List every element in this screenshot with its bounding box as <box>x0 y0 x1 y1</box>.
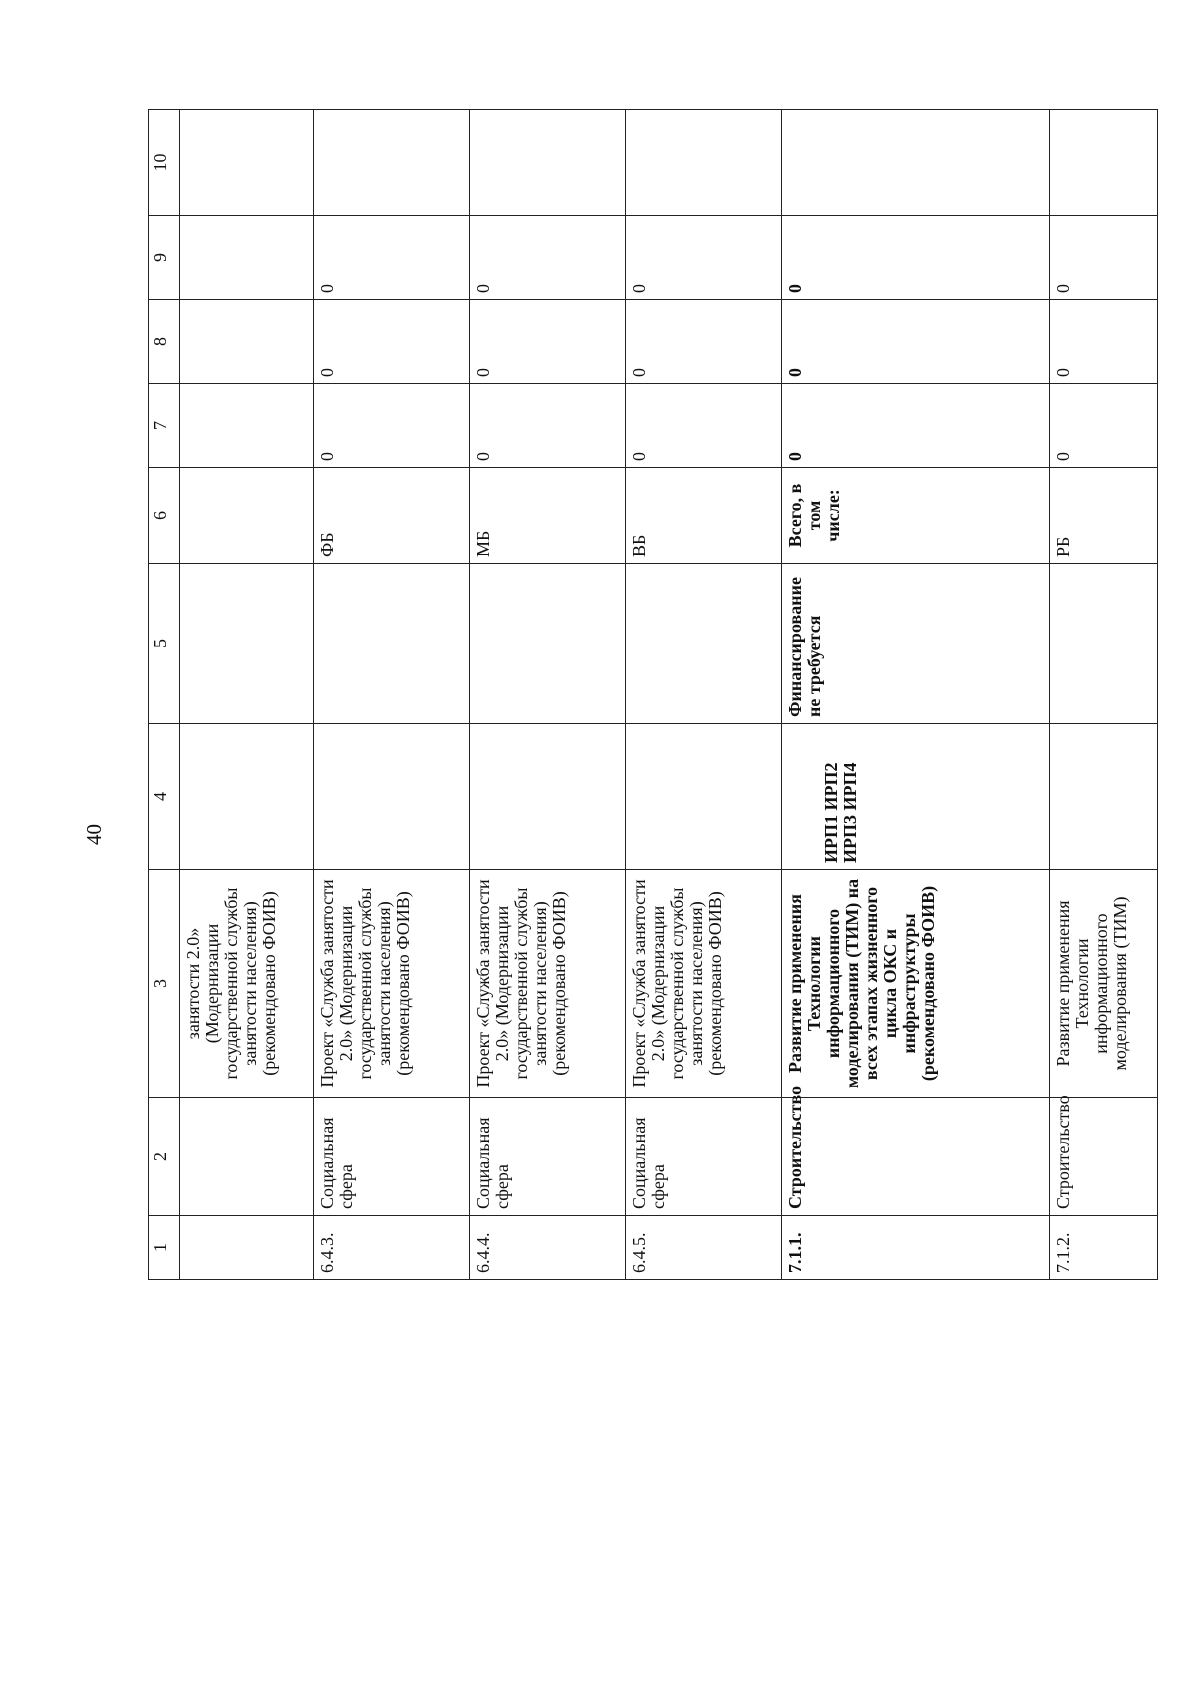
cell-budget: ВБ <box>625 468 781 564</box>
header-row <box>149 110 180 1280</box>
cell-col10 <box>470 110 626 216</box>
cell-sphere <box>180 1098 314 1216</box>
cell-sphere: Социальная сфера <box>314 1098 470 1216</box>
program-table <box>148 109 1158 1280</box>
cell-col8: 0 <box>470 300 626 384</box>
cell-col9 <box>180 216 314 300</box>
header-cell: 7 <box>149 384 180 468</box>
cell-number: 6.4.4. <box>470 1216 626 1280</box>
rotated-table-wrapper <box>148 110 1158 1280</box>
cell-budget: ФБ <box>314 468 470 564</box>
cell-col9: 0 <box>625 216 781 300</box>
cell-col9: 0 <box>1049 216 1157 300</box>
cell-col7: 0 <box>625 384 781 468</box>
cell-col10 <box>781 110 1049 216</box>
cell-indicators <box>180 724 314 870</box>
cell-col10 <box>180 110 314 216</box>
cell-col7: 0 <box>470 384 626 468</box>
page-number: 40 <box>82 824 106 845</box>
cell-col7 <box>180 384 314 468</box>
cell-number: 7.1.1. <box>781 1216 1049 1280</box>
cell-indicators <box>1049 724 1157 870</box>
header-cell: 10 <box>149 110 180 216</box>
table-row <box>781 110 1049 1280</box>
cell-indicators <box>625 724 781 870</box>
cell-sphere: Социальная сфера <box>470 1098 626 1216</box>
cell-financing <box>1049 564 1157 724</box>
header-cell: 6 <box>149 468 180 564</box>
table-row <box>314 110 470 1280</box>
header-cell: 9 <box>149 216 180 300</box>
cell-budget <box>180 468 314 564</box>
header-cell: 5 <box>149 564 180 724</box>
cell-indicators <box>314 724 470 870</box>
cell-budget: Всего, в том числе: <box>781 468 1049 564</box>
table-row <box>1049 110 1157 1280</box>
cell-col9: 0 <box>314 216 470 300</box>
header-cell: 1 <box>149 1216 180 1280</box>
cell-col7: 0 <box>314 384 470 468</box>
table-row <box>180 110 314 1280</box>
cell-sphere: Строительство <box>1049 1098 1157 1216</box>
cell-col8: 0 <box>1049 300 1157 384</box>
table-row <box>625 110 781 1280</box>
cell-project: Проект «Служба занятости 2.0» (Модернизации государственной службы занятости населения) (рекомендовано ФОИВ) <box>470 870 626 1098</box>
cell-col7: 0 <box>781 384 1049 468</box>
cell-number: 7.1.2. <box>1049 1216 1157 1280</box>
cell-financing <box>314 564 470 724</box>
cell-number: 6.4.3. <box>314 1216 470 1280</box>
cell-col8: 0 <box>625 300 781 384</box>
cell-project: Развитие применения Технологии информационного моделирования (ТИМ) <box>1049 870 1157 1098</box>
cell-sphere: Социальная сфера <box>625 1098 781 1216</box>
cell-financing <box>180 564 314 724</box>
cell-project: Проект «Служба занятости 2.0» (Модернизации государственной службы занятости населения) (рекомендовано ФОИВ) <box>314 870 470 1098</box>
cell-budget: РБ <box>1049 468 1157 564</box>
cell-number: 6.4.5. <box>625 1216 781 1280</box>
cell-indicators: ИРП1 ИРП2 ИРП3 ИРП4 <box>781 724 1049 870</box>
header-cell: 2 <box>149 1098 180 1216</box>
cell-sphere: Строительство <box>781 1098 1049 1216</box>
cell-col9: 0 <box>781 216 1049 300</box>
cell-col10 <box>314 110 470 216</box>
cell-project: занятости 2.0» (Модернизации государственной службы занятости населения) (рекомендовано ФОИВ) <box>180 870 314 1098</box>
header-cell: 3 <box>149 870 180 1098</box>
cell-project: Проект «Служба занятости 2.0» (Модернизации государственной службы занятости населения) (рекомендовано ФОИВ) <box>625 870 781 1098</box>
cell-col7: 0 <box>1049 384 1157 468</box>
cell-col10 <box>625 110 781 216</box>
cell-financing <box>625 564 781 724</box>
cell-col8: 0 <box>781 300 1049 384</box>
header-cell: 4 <box>149 724 180 870</box>
cell-col8: 0 <box>314 300 470 384</box>
table-row <box>470 110 626 1280</box>
cell-budget: МБ <box>470 468 626 564</box>
cell-project: Развитие применения Технологии информационного моделирования (ТИМ) на всех этапах жизненного цикла ОКС и инфраструктуры (рекомендовано ФОИВ) <box>781 870 1049 1098</box>
cell-col8 <box>180 300 314 384</box>
cell-col10 <box>1049 110 1157 216</box>
cell-financing: Финансирование не требуется <box>781 564 1049 724</box>
header-cell: 8 <box>149 300 180 384</box>
cell-number <box>180 1216 314 1280</box>
cell-indicators <box>470 724 626 870</box>
cell-financing <box>470 564 626 724</box>
cell-col9: 0 <box>470 216 626 300</box>
